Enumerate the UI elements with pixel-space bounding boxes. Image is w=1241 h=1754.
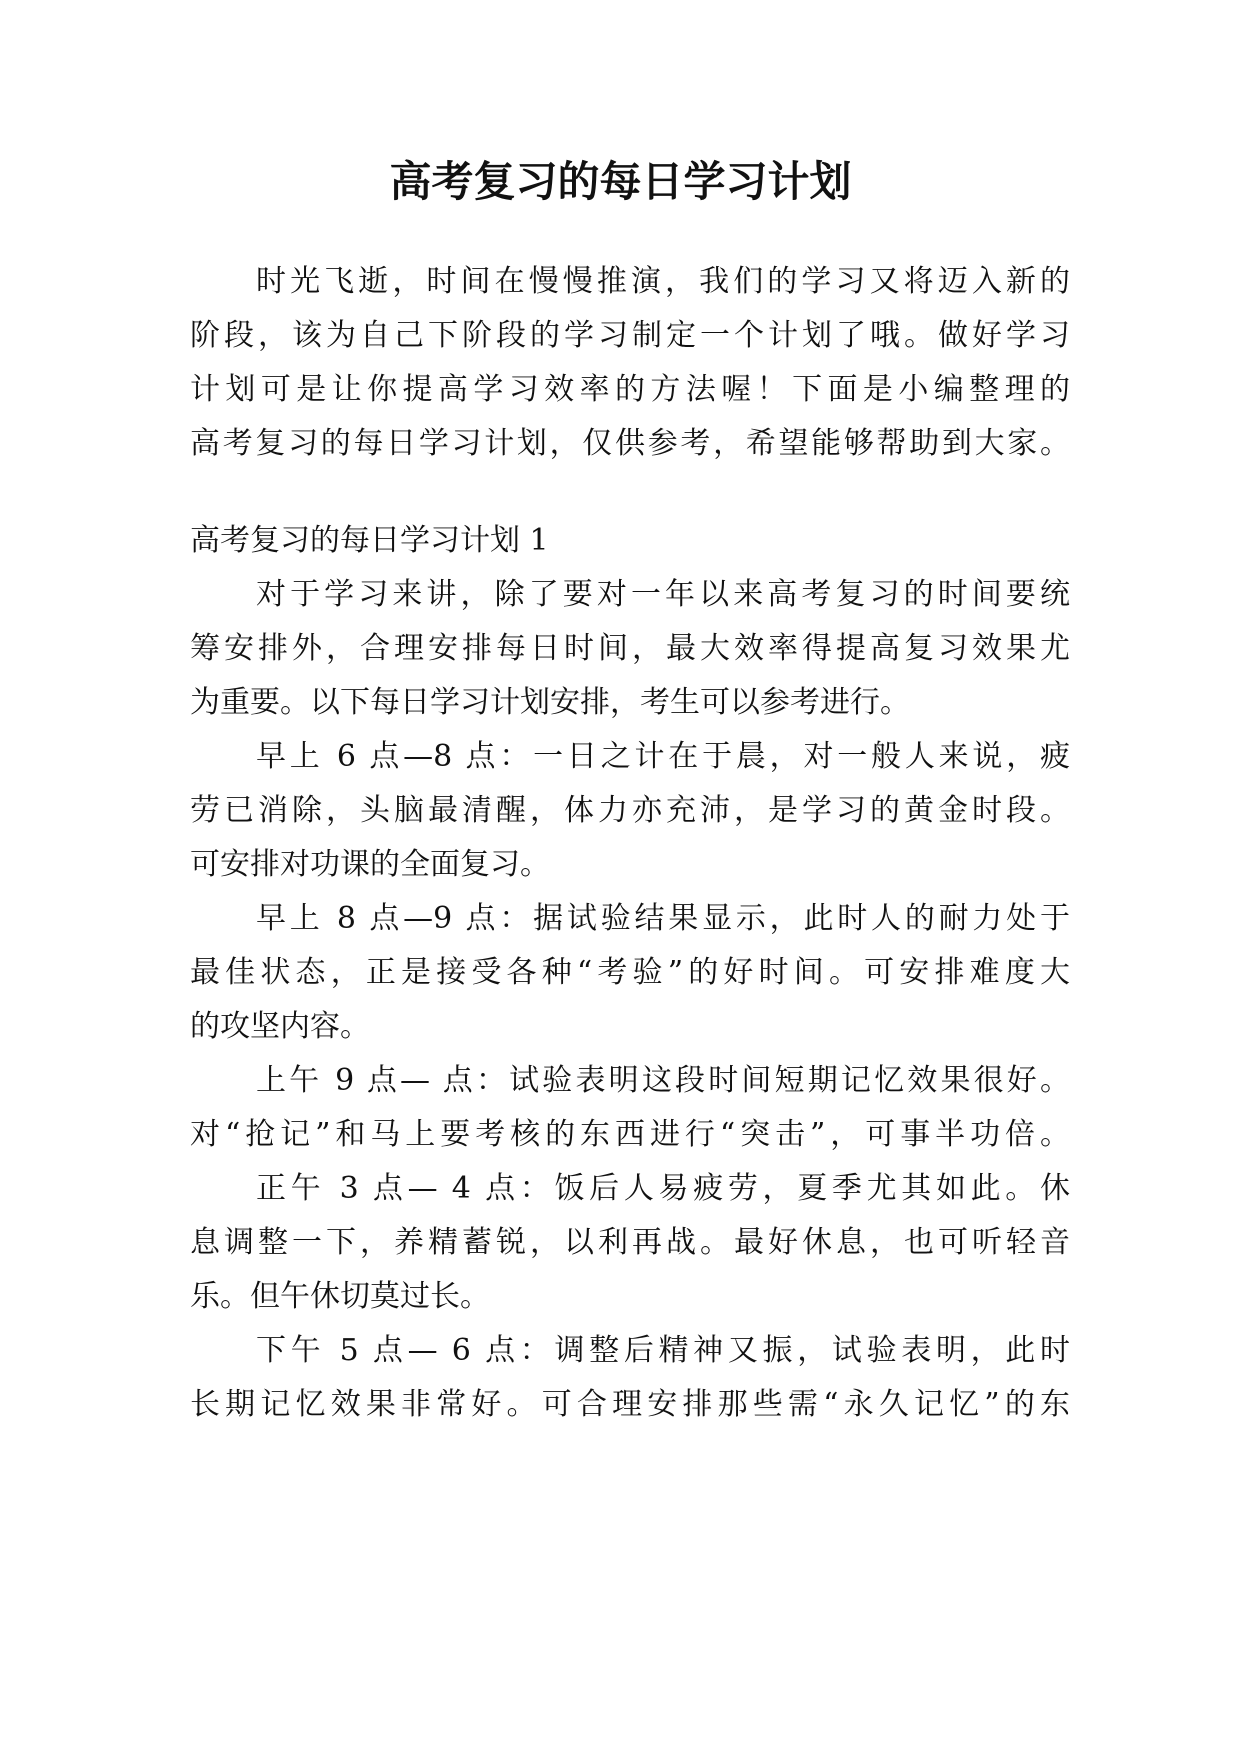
paragraph-line: 早上 6 点—8 点：一日之计在于晨，对一般人来说，疲: [256, 739, 1070, 774]
paragraph-line: 劳已消除，头脑最清醒，体力亦充沛，是学习的黄金时段。: [190, 793, 1070, 828]
paragraph-line: 对“抢记”和马上要考核的东西进行“突击”，可事半功倍。: [190, 1117, 1070, 1152]
paragraph-line: 对于学习来讲，除了要对一年以来高考复习的时间要统: [256, 577, 1070, 612]
section-heading: 高考复习的每日学习计划 1: [190, 523, 549, 558]
paragraph-line: 早上 8 点—9 点：据试验结果显示，此时人的耐力处于: [256, 901, 1070, 936]
paragraph-line: 上午 9 点— 点：试验表明这段时间短期记忆效果很好。: [256, 1063, 1070, 1098]
paragraph-line: 为重要。以下每日学习计划安排，考生可以参考进行。: [190, 685, 910, 720]
paragraph-line: 计划可是让你提高学习效率的方法喔！下面是小编整理的: [190, 372, 1070, 407]
paragraph-line: 下午 5 点— 6 点：调整后精神又振，试验表明，此时: [256, 1333, 1070, 1368]
paragraph-line: 息调整一下，养精蓄锐，以利再战。最好休息，也可听轻音: [190, 1225, 1070, 1260]
paragraph-line: 时光飞逝，时间在慢慢推演，我们的学习又将迈入新的: [256, 264, 1070, 299]
paragraph-line: 的攻坚内容。: [190, 1009, 370, 1044]
paragraph-line: 乐。但午休切莫过长。: [190, 1279, 490, 1314]
paragraph-line: 正午 3 点— 4 点：饭后人易疲劳，夏季尤其如此。休: [256, 1171, 1070, 1206]
paragraph-line: 高考复习的每日学习计划，仅供参考，希望能够帮助到大家。: [190, 426, 1070, 461]
document-title: 高考复习的每日学习计划: [389, 157, 852, 206]
paragraph-line: 筹安排外，合理安排每日时间，最大效率得提高复习效果尤: [190, 631, 1070, 666]
paragraph-line: 最佳状态，正是接受各种“考验”的好时间。可安排难度大: [190, 955, 1070, 990]
paragraph-line: 长期记忆效果非常好。可合理安排那些需“永久记忆”的东: [190, 1387, 1070, 1422]
paragraph-line: 可安排对功课的全面复习。: [190, 847, 550, 882]
paragraph-line: 阶段，该为自己下阶段的学习制定一个计划了哦。做好学习: [190, 318, 1070, 353]
